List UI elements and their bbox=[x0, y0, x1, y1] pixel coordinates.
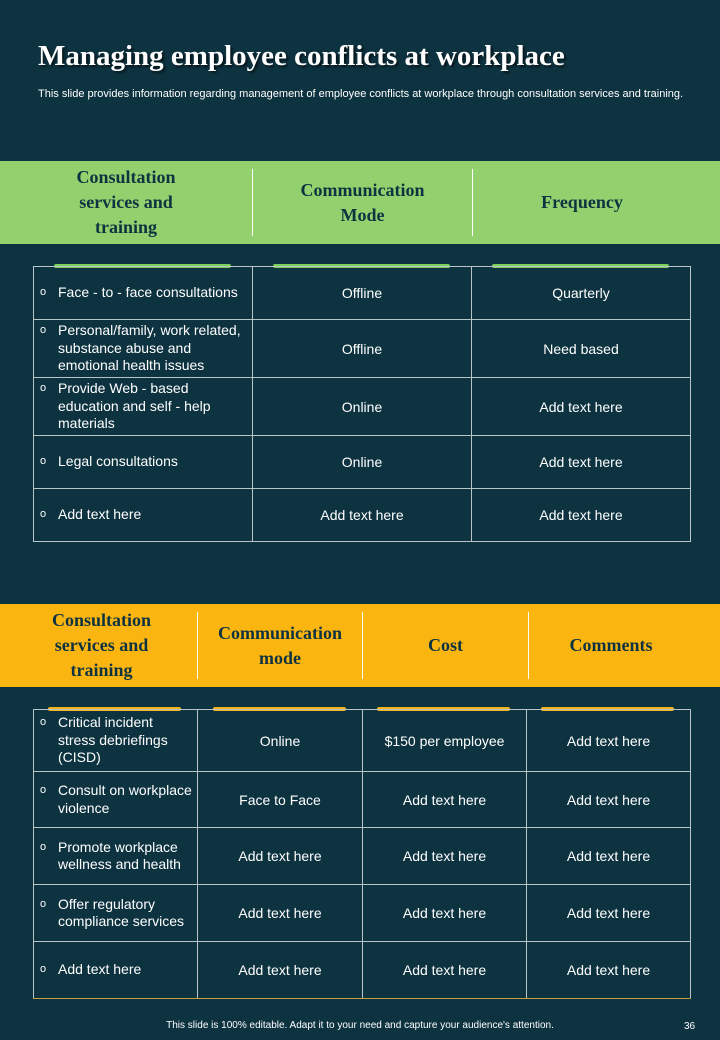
service-text: Promote workplace wellness and health bbox=[58, 838, 181, 872]
section1-header-frequency: Frequency bbox=[541, 192, 623, 212]
table-cell bbox=[34, 942, 198, 999]
table-cell: Add text here bbox=[363, 828, 527, 885]
section2-table bbox=[33, 709, 691, 999]
bullet-icon: o bbox=[40, 382, 47, 395]
table-cell: Add text here bbox=[363, 772, 527, 828]
table-cell: Offline bbox=[253, 267, 472, 320]
table-cell bbox=[34, 378, 253, 436]
table-cell: $150 per employee bbox=[363, 710, 527, 772]
service-text: Add text here bbox=[58, 506, 142, 523]
bullet-icon: o bbox=[40, 963, 47, 976]
table-row bbox=[34, 710, 691, 772]
table-cell bbox=[34, 267, 253, 320]
table-row bbox=[34, 828, 691, 885]
bullet-icon: o bbox=[40, 508, 47, 521]
table-cell: Add text here bbox=[527, 828, 691, 885]
table-cell: Add text here bbox=[472, 436, 691, 489]
table-row bbox=[34, 436, 691, 489]
bullet-icon: o bbox=[40, 840, 47, 853]
bullet-icon: o bbox=[40, 455, 47, 468]
table-cell: Online bbox=[253, 378, 472, 436]
table-row bbox=[34, 489, 691, 542]
table-cell: Add text here bbox=[527, 942, 691, 999]
table-cell: Add text here bbox=[527, 710, 691, 772]
service-text: Offer regulatory compliance services bbox=[58, 895, 185, 929]
section1-header-band bbox=[0, 161, 720, 244]
table-row bbox=[34, 378, 691, 436]
section2-header-comments: Comments bbox=[569, 635, 653, 655]
table-cell: Add text here bbox=[198, 828, 363, 885]
table-row bbox=[34, 885, 691, 942]
table-cell bbox=[34, 436, 253, 489]
table-cell bbox=[34, 885, 198, 942]
table-cell: Add text here bbox=[363, 942, 527, 999]
service-text: Legal consultations bbox=[58, 453, 178, 470]
service-text: Critical incident stress debriefings (CISD) bbox=[58, 714, 168, 766]
page-title: Managing employee conflicts at workplace bbox=[38, 40, 565, 72]
service-text: Consult on workplace violence bbox=[58, 782, 192, 816]
table-cell: Online bbox=[198, 710, 363, 772]
table-cell: Online bbox=[253, 436, 472, 489]
table-cell bbox=[34, 489, 253, 542]
bullet-icon: o bbox=[40, 716, 47, 729]
table-cell bbox=[34, 320, 253, 378]
bullet-icon: o bbox=[40, 286, 47, 299]
table-cell: Add text here bbox=[198, 942, 363, 999]
table-row bbox=[34, 320, 691, 378]
table-cell: Need based bbox=[472, 320, 691, 378]
table-cell: Add text here bbox=[198, 885, 363, 942]
section2-header-band bbox=[0, 604, 720, 687]
table-cell: Add text here bbox=[253, 489, 472, 542]
section2-header-mode: Communication mode bbox=[217, 622, 342, 668]
table-cell bbox=[34, 828, 198, 885]
table-row bbox=[34, 267, 691, 320]
footer-note: This slide is 100% editable. Adapt it to your need and capture your audience's attention. bbox=[166, 1020, 554, 1031]
service-text: Add text here bbox=[58, 961, 142, 978]
table-cell: Offline bbox=[253, 320, 472, 378]
bullet-icon: o bbox=[40, 784, 47, 796]
table-row bbox=[34, 772, 691, 828]
table-cell: Add text here bbox=[472, 489, 691, 542]
section1-table bbox=[33, 266, 691, 542]
table-cell bbox=[34, 710, 198, 772]
page-subtitle: This slide provides information regarding management of employee conflicts at workplace through consultation services and training. bbox=[38, 88, 684, 100]
table-cell: Add text here bbox=[527, 885, 691, 942]
service-text: Provide Web - based education and self - help materials bbox=[58, 380, 211, 432]
service-text: Personal/family, work related, substance abuse and emotional health issues bbox=[58, 322, 241, 374]
section1-header-services: Consultation services and training bbox=[76, 167, 176, 237]
table-cell: Quarterly bbox=[472, 267, 691, 320]
table-cell bbox=[34, 772, 198, 828]
table-cell: Face to Face bbox=[198, 772, 363, 828]
table-cell: Add text here bbox=[363, 885, 527, 942]
table-cell: Add text here bbox=[527, 772, 691, 828]
service-text: Face - to - face consultations bbox=[58, 284, 238, 301]
section2-header-services: Consultation services and training bbox=[51, 610, 152, 680]
table-cell: Add text here bbox=[472, 378, 691, 436]
section2-header-cost: Cost bbox=[428, 635, 463, 655]
bullet-icon: o bbox=[40, 897, 47, 910]
section1-header-mode: Communication Mode bbox=[300, 179, 425, 225]
bullet-icon: o bbox=[40, 324, 47, 337]
table-row bbox=[34, 942, 691, 999]
page-number: 36 bbox=[684, 1021, 696, 1032]
